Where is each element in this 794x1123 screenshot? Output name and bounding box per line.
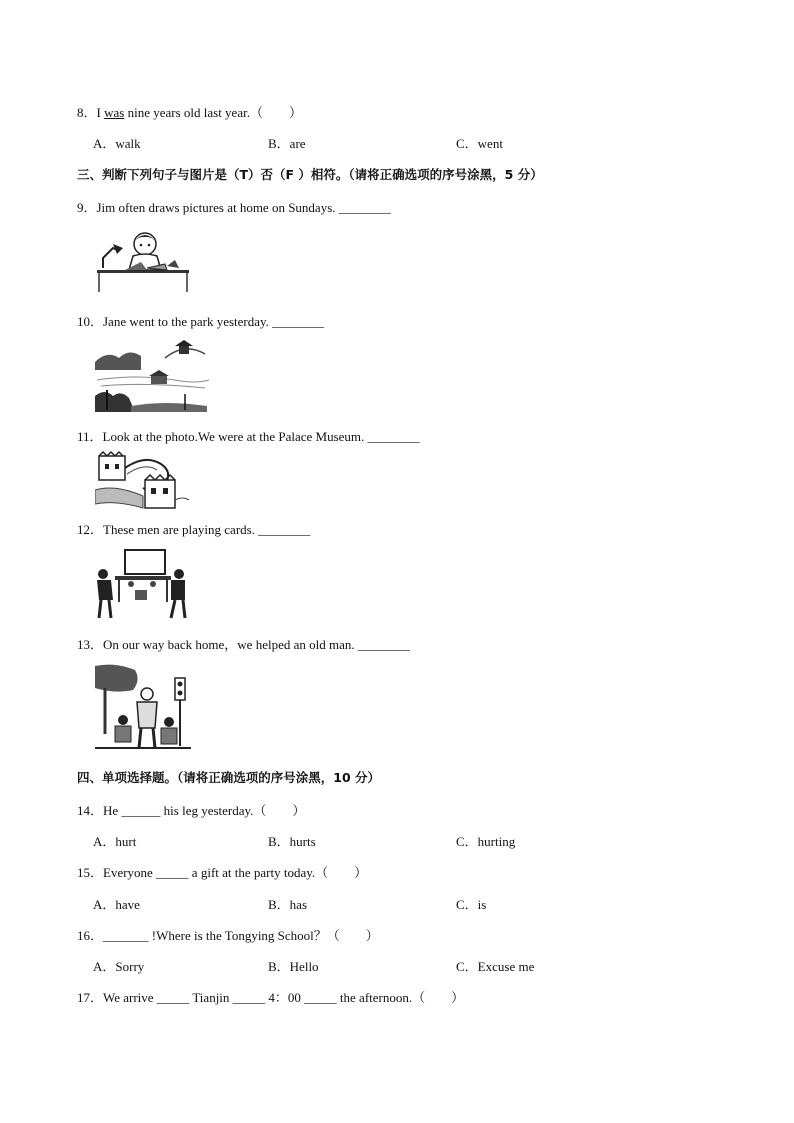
underlined-word: was: [104, 105, 125, 120]
option-c[interactable]: C．Excuse me: [456, 959, 535, 974]
men-playing-cards-picture: [95, 546, 187, 620]
boy-drawing-picture: [95, 230, 193, 294]
great-wall-picture: [95, 450, 191, 512]
section-3-heading: 三、判断下列句子与图片是（T）否（F ）相符。（请将正确选项的序号涂黑，5 分）: [77, 167, 543, 182]
option-a[interactable]: A．walk: [93, 136, 141, 151]
option-b[interactable]: B．Hello: [268, 959, 319, 974]
question-10: 10．Jane went to the park yesterday. ________: [77, 314, 325, 329]
question-number: 8．: [77, 105, 97, 120]
question-14: 14．He ______ his leg yesterday.（ ）: [77, 803, 306, 818]
question-17: 17．We arrive _____ Tianjin _____ 4：00 _____ the afternoon.（ ）: [77, 990, 465, 1005]
option-a[interactable]: A．hurt: [93, 834, 137, 849]
question-13: 13．On our way back home，we helped an old man. ________: [77, 637, 410, 652]
option-a[interactable]: A．Sorry: [93, 959, 145, 974]
option-c[interactable]: C．is: [456, 897, 487, 912]
option-b[interactable]: B．hurts: [268, 834, 316, 849]
question-11: 11．Look at the photo.We were at the Palace Museum. ________: [77, 429, 420, 444]
question-16: 16．_______ !Where is the Tongying School？（ ）: [77, 928, 379, 943]
helping-old-man-picture: [95, 664, 191, 752]
section-4-heading: 四、单项选择题。（请将正确选项的序号涂黑，10 分）: [77, 770, 380, 785]
question-12: 12．These men are playing cards. ________: [77, 522, 311, 537]
option-b[interactable]: B．has: [268, 897, 308, 912]
option-a[interactable]: A．have: [93, 897, 140, 912]
option-b[interactable]: B．are: [268, 136, 306, 151]
option-c[interactable]: C．went: [456, 136, 503, 151]
park-picture: [95, 340, 211, 412]
option-c[interactable]: C．hurting: [456, 834, 516, 849]
question-8: 8．I was nine years old last year.（ ）: [77, 105, 302, 120]
question-9: 9．Jim often draws pictures at home on Sundays. ________: [77, 200, 391, 215]
question-15: 15．Everyone _____ a gift at the party today.（ ）: [77, 865, 368, 880]
